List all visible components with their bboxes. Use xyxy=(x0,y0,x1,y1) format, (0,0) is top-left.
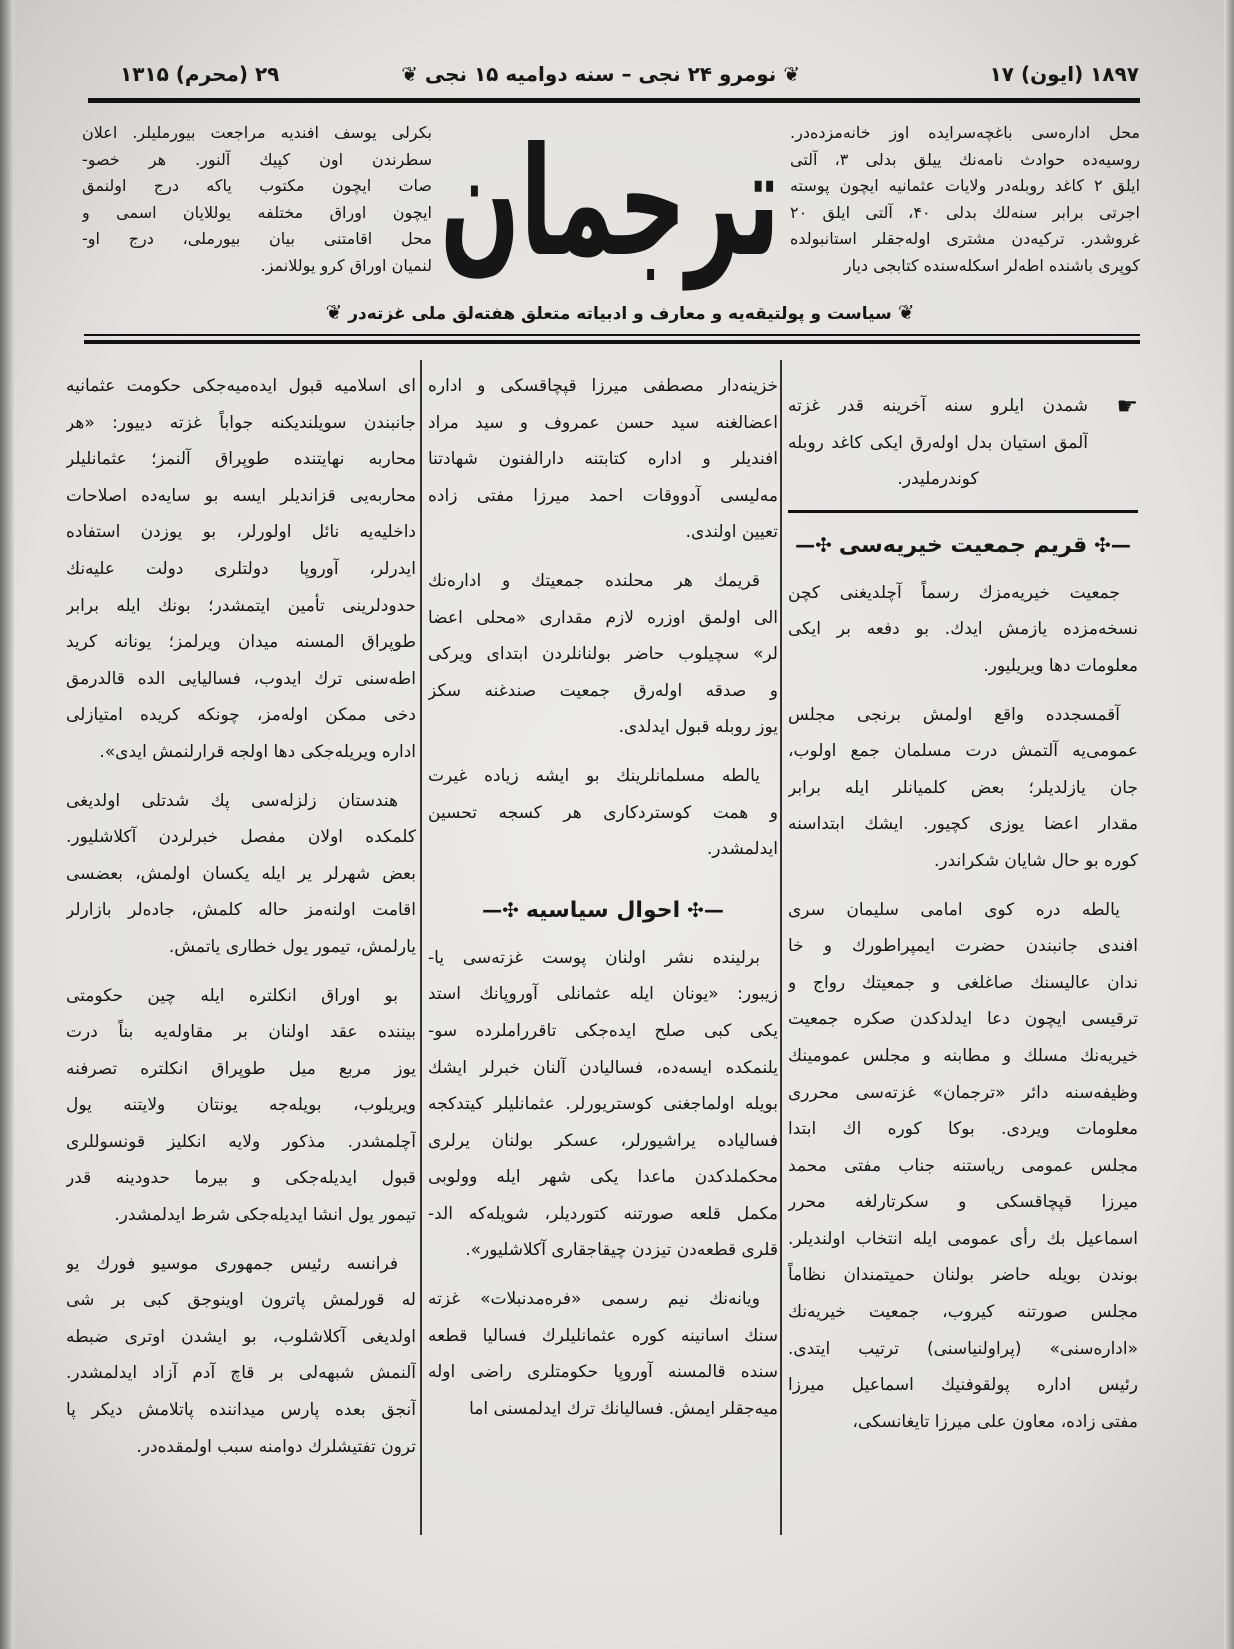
text-line: مه‌لیسی آدووقات احمد میرزا مفتی زاده xyxy=(428,485,778,506)
text-line: بویله اولماجغنی کوستریورلر. عثمانلیلر کیتدکجه xyxy=(428,1094,778,1115)
ornament-icon: ✣— xyxy=(482,897,526,922)
text-line: لر» سچیلوب حاضر بولنانلردن ابتدای ویرکی xyxy=(428,644,778,665)
ornament-icon: ❦ xyxy=(325,300,343,324)
text-line: ویریلوب، بویله‌جه یونتان ولایتنه یول xyxy=(66,1095,416,1116)
text-line: جمعیت خیریه‌مزك رسماً آچلدیغنی کچن xyxy=(788,582,1120,603)
article-paragraph xyxy=(428,1281,778,1427)
text-line: آلمق استیان بدل اوله‌رق ایکی کاغد روبله xyxy=(788,432,1088,453)
page-edge-left xyxy=(0,0,14,1649)
article-paragraph xyxy=(428,940,778,1269)
text-line: اسماعیل بك رأی عمومی ایله انتخاب اولندیلر. xyxy=(788,1228,1138,1249)
ornament-icon: —✣ xyxy=(680,897,724,922)
notice-lines xyxy=(788,388,1138,498)
article-paragraph xyxy=(788,697,1138,880)
text-line: قبول ایدیله‌جکی و بیرما حدودینه قدر xyxy=(66,1168,416,1189)
text-line: یوز مربع میل طوپراق انکلتره تصرفنه xyxy=(66,1058,416,1079)
text-line: خزینه‌دار مصطفی میرزا قپچاقسکی و اداره xyxy=(428,376,778,396)
text-line: شمدن ایلرو سنه آخرینه قدر غزته xyxy=(788,396,1088,416)
masthead-line: محل اداره‌سی باغچه‌سرایده اوز خانه‌مزده‌در. xyxy=(790,123,1140,142)
text-line: کلمکده اولان مفصل خبرلردن آکلاشلیور. xyxy=(66,827,416,848)
text-line: ویانه‌نك نیم رسمی «فره‌مدنبلات» غزته xyxy=(428,1289,760,1310)
text-line: بوندن بویله حاضر بولنان حمیتمندان نظاماً xyxy=(788,1265,1138,1286)
text-line: نسخه‌مزده یازمش ایدك. بو دفعه بر ایکی xyxy=(788,619,1138,640)
text-line: بیننده عقد اولنان بر مقاوله‌یه بناً درت xyxy=(66,1022,416,1043)
text-line: یالطه دره کوی امامی سلیمان سری xyxy=(788,899,1120,920)
text-line: اقامت اولنه‌مز حاله کلمش، جاده‌لر بازارلر xyxy=(66,900,416,921)
text-line: ایدلمشدر. xyxy=(706,839,778,860)
masthead-line: غروشدر. ترکیه‌دن مشتری اوله‌جقلر استانبولده xyxy=(790,229,1140,248)
text-line: افندی جانبندن حضرت ایمپراطورك و خا xyxy=(788,936,1138,957)
text-line: یلنمکده ایسه‌ده، فسالیادن آلنان خبرلر ایشك xyxy=(428,1057,778,1078)
text-line: ایدرلر، آوروپا دولتلری دولت علیه‌نك xyxy=(66,558,416,579)
text-line: محاربه‌یی قزاندیلر ایسه بو سایه‌ده اصلاحات xyxy=(66,485,416,506)
text-line: معلومات دها ویریلیور. xyxy=(983,655,1138,676)
text-line: تعیین اولندی. xyxy=(685,522,778,543)
text-line: و همت کوستردکاری هر کسجه تحسین xyxy=(428,802,778,823)
masthead-line: محل اقامتنی بیان بیورملی، درج او- xyxy=(82,229,432,248)
text-line: آچلمشدر. مذکور ولایه انکلیز قونسوللری xyxy=(66,1131,416,1152)
section-title-text: قریم جمعیت خیریه‌سی xyxy=(838,532,1088,558)
text-line: عمومی‌یه آلتمش درت مسلمان جمع اولوب، xyxy=(788,741,1138,762)
text-line: محاربه نهایتنده طوپراق آلنمز؛ عثمانلیلر xyxy=(66,449,416,470)
masthead-line: کوپری باشنده اطه‌لر اسکله‌سنده کتابجی دیار xyxy=(843,255,1140,275)
text-line: سنده قالمسنه آوروپا حکومتلری راضی اوله xyxy=(428,1362,778,1383)
text-line: مجلس عمومی ریاستنه جناب مفتی محمد xyxy=(788,1155,1138,1176)
masthead-line: صات ایچون مکتوب یاکه درج اولنمق xyxy=(82,176,432,195)
article-paragraph xyxy=(788,575,1138,685)
ornament-icon: ❦ xyxy=(401,62,418,86)
masthead-line: لنمیان اوراق کرو یوللانمز. xyxy=(260,255,432,275)
text-line: افندیلر و اداره کتابتنه دارالفنون شهادتنا xyxy=(428,449,778,470)
text-line: بعض شهرلر یر ایله یکسان اولمش، بعضسی xyxy=(66,863,416,884)
text-line: اداره ویریله‌جکی دها اولجه قرارلنمش ایدی». xyxy=(99,741,416,762)
text-line: آلنمش شبهه‌لی بر قاچ آدم آزاد ایدلمشدر. xyxy=(66,1363,416,1384)
text-line: یالطه مسلمانلرینك بو ایشه زیاده غیرت xyxy=(428,765,760,786)
newspaper-title-box xyxy=(440,108,780,298)
text-line: مفتی زاده، معاون علی میرزا تایغانسکی، xyxy=(852,1411,1138,1432)
text-line: مکمل قلعه صورتنه کتوردیلر، شویله‌که الد- xyxy=(428,1203,778,1224)
text-line: طوپراق المسنه میدان ویرلمز؛ یونانه کرید xyxy=(66,632,416,653)
text-line: داخلیه‌یه نائل اولورلر، بو یوزدن استفاده xyxy=(66,522,416,543)
text-line: یوز روبله قبول ایدلدی. xyxy=(618,717,778,738)
text-line: آقمسجدده واقع اولمش برنجی مجلس xyxy=(788,704,1120,725)
article-paragraph xyxy=(788,892,1138,1441)
section-heading xyxy=(428,880,778,940)
text-line: مجلس صورتنه کیروب، جمعیت خیریه‌نك xyxy=(788,1302,1138,1323)
column-middle xyxy=(428,368,778,1439)
text-line: بو اوراق انکلتره ایله چین حکومتی xyxy=(66,985,398,1006)
masthead-subtitle xyxy=(220,300,1020,324)
article-paragraph xyxy=(66,978,416,1234)
masthead-rule-top xyxy=(84,334,1140,336)
column-divider xyxy=(420,360,422,1535)
article-paragraph xyxy=(66,783,416,966)
masthead-line: اجرتی برابر سنه‌لك بدلی ۴۰، آلتی ایلق ۲۰ xyxy=(790,202,1140,222)
masthead-line: ایلق ۲ کاغد روبله‌در ولایات عثمانیه ایچون پوسته xyxy=(790,176,1140,195)
text-line: جان یازلدیلر؛ بعض کلمیانلر ایله برابر xyxy=(788,777,1138,798)
text-line: قریمك هر محلنده جمعیتك و اداره‌نك xyxy=(428,570,760,591)
text-line: کوره بو حال شایان شکراندر. xyxy=(934,850,1138,871)
article-paragraph xyxy=(428,563,778,746)
text-line: رئیس اداره پولقوفنیك اسماعیل میرزا xyxy=(788,1375,1138,1396)
hijri-date: ۲۹ (محرم) ۱۳۱۵ xyxy=(120,62,280,86)
text-line: «اداره‌سنی» (پراولنیاسنی) ترتیب ایتدی. xyxy=(788,1338,1138,1359)
text-line: ترقیسی ایچون دعا ایدلدکدن صکره جمعیت xyxy=(788,1009,1138,1030)
page-edge-right xyxy=(1224,0,1234,1649)
ornament-icon: —✣ xyxy=(1087,532,1131,557)
text-line: اولدیغی آکلاشلوب، بو ایشدن اوتری ضبطه xyxy=(66,1326,416,1347)
article-paragraph xyxy=(428,368,778,551)
section-rule xyxy=(788,510,1138,513)
text-line: الی اولمق اوزره لازم مقداری «محلی اعضا xyxy=(428,607,778,628)
masthead-line: سطرندن اون کپیك آلنور. هر خصو- xyxy=(82,149,432,169)
text-line: قلری قطعه‌دن تیزدن چیقاجقاری آکلاشلیور». xyxy=(465,1240,778,1261)
text-line: کوندرملیدر. xyxy=(897,469,979,490)
masthead-line: ایچون اوراق مختلفه یوللایان اسمی و xyxy=(82,202,432,222)
article-paragraph xyxy=(66,368,416,771)
text-line: برلینده نشر اولنان پوست غزته‌سی یا- xyxy=(428,947,760,968)
text-line: له قورلمش پاترون اوینوجق کبی بر شی xyxy=(66,1290,416,1311)
newspaper-title: ترجمان xyxy=(440,116,780,290)
masthead-advert-info xyxy=(82,120,432,279)
column-left xyxy=(66,368,416,1477)
text-line: خیریه‌نك مسلك و مطابنه و مجلس عمومینك xyxy=(788,1045,1138,1066)
article-paragraph xyxy=(428,758,778,868)
gregorian-date: ۱۸۹۷ (ایون) ۱۷ xyxy=(989,62,1139,86)
text-line: مقدار اعضا یوزی کچیور. ایشك ابتداسنه xyxy=(788,814,1138,835)
text-line: فرانسه رئیس جمهوری موسیو فورك یو xyxy=(66,1253,398,1274)
pointing-hand-icon: ☛ xyxy=(1116,392,1138,420)
section-heading xyxy=(788,515,1138,575)
text-line: اعضالغنه سید حسن عمروف و سید مراد xyxy=(428,412,778,433)
masthead-rule-bottom xyxy=(84,340,1140,344)
subscription-notice xyxy=(788,368,1138,498)
text-line: یکی کبی صلح ایده‌جکی تاقرراملرده سو- xyxy=(428,1020,778,1041)
text-line: میه‌جقلر ایمش. فسالیانك ترك ایدلمسنی اما xyxy=(469,1398,778,1419)
text-line: ای اسلامیه قبول ایده‌میه‌جکی حکومت عثمانیه xyxy=(66,376,416,396)
text-line: آنجق بعده پارس میداننده پاتلامش دیکر پا xyxy=(66,1400,416,1421)
text-line: دخی ممکن اوله‌مز، چونکه کریده امتیازلی xyxy=(66,705,416,726)
ornament-icon: ❦ xyxy=(783,62,800,86)
text-line: میرزا قپچاقسکی و سکرتارلغه محرر xyxy=(788,1192,1138,1213)
text-line: زیبور: «یونان ایله عثمانلی آوروپانك استد xyxy=(428,984,778,1005)
issue-number xyxy=(401,62,800,86)
header-rule xyxy=(88,98,1140,103)
column-right xyxy=(788,368,1138,1452)
text-line: معلومات ویردی. بوکا کوره اك ابتدا xyxy=(788,1119,1138,1140)
text-line: وظیفه‌سنه دائر «ترجمان» غزته‌سی محرری xyxy=(788,1082,1138,1103)
text-line: یارلمش، تیمور یول خطاری یاتمش. xyxy=(168,936,416,957)
issue-text: نومرو ۲۴ نجی – سنه دوامیه ۱۵ نجی xyxy=(424,62,777,86)
text-line: حدودلرینی تأمین ایتمشدر؛ بونك ایله برابر xyxy=(66,595,416,616)
text-line: ترون تفتیشلرك دوامنه سبب اولمقده‌در. xyxy=(136,1436,416,1457)
text-line: سنك اسانینه کوره عثمانلیلرك فسالیا قطعه xyxy=(428,1325,778,1346)
masthead-line: بکرلی یوسف افندیه مراجعت بیورملیلر. اعلان xyxy=(82,123,432,142)
text-line: تیمور یول انشا ایدیله‌جکی شرط ایدلمشدر. xyxy=(114,1205,416,1226)
column-divider xyxy=(780,360,782,1535)
text-line: ندان عالیسنك صاغلغی و جمعیتك رواج و xyxy=(788,972,1138,993)
text-line: اطه‌سنی ترك ایدوب، فسالیایی الده قالدرمق xyxy=(66,668,416,689)
section-title-text: احوال سیاسیه xyxy=(525,897,681,923)
text-line: هندستان زلزله‌سی پك شدتلی اولدیغی xyxy=(66,790,398,811)
text-line: محکملدکدن ماعدا یکی شهر ایله وولوبی xyxy=(428,1167,778,1188)
text-line: و صدقه اوله‌رق جمعیت صندغنه سکز xyxy=(428,680,778,701)
article-paragraph xyxy=(66,1246,416,1466)
ornament-icon: ✣— xyxy=(795,532,839,557)
masthead-line: روسیه‌ده حوادث نامه‌نك ییلق بدلی ۳، آلتی xyxy=(790,149,1140,169)
text-line: جانبندن سویلندیکنه جواباً غزته دییور: «هر xyxy=(66,412,416,433)
subtitle-text: سیاست و پولتیقه‌یه و معارف و ادبیاته متعلق هفته‌لق ملی غزته‌در xyxy=(348,304,892,324)
masthead-subscription-info xyxy=(790,120,1140,279)
text-line: فسالیاده یراشیورلر، عسکر بولنان یرلری xyxy=(428,1130,778,1151)
ornament-icon: ❦ xyxy=(897,300,915,324)
